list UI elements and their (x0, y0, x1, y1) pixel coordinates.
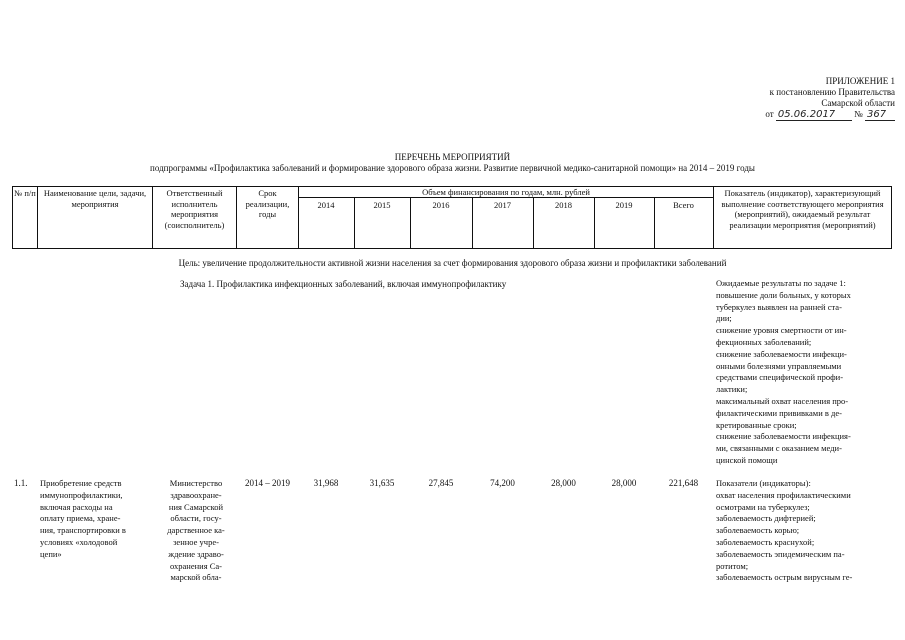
result-line: снижение заболеваемости инфекция- (716, 431, 851, 442)
header-year-2014: 2014 (317, 200, 335, 210)
result-line: средствами специфической профи- (716, 372, 844, 383)
indicator-line: Показатели (индикаторы): (716, 478, 811, 488)
date-prefix: от (765, 109, 774, 119)
task-results (716, 278, 892, 467)
handwritten-number: 367 (865, 109, 895, 121)
row-executor-line: ния Самарской (168, 501, 224, 512)
header-year-2015: 2015 (373, 200, 391, 210)
appendix-title: ПРИЛОЖЕНИЕ 1 (825, 76, 895, 86)
result-line: повышение доли больных, у которых (716, 289, 851, 300)
value-2015: 31,635 (369, 478, 395, 488)
col-divider (152, 186, 153, 249)
indicator-line: охват населения профилактическими (716, 489, 851, 500)
result-line: снижение уровня смертности от ин- (716, 325, 847, 336)
row-executor-line: ждение здраво- (168, 548, 224, 559)
result-line: фекционных заболеваний; (716, 336, 812, 347)
result-line: лактики; (716, 384, 748, 395)
row-executor (157, 478, 235, 584)
document-subtitle: подпрограммы «Профилактика заболеваний и формирование здорового образа жизни. Развитие первичной медико-санитарной помощи» на 2014 – 2019 годы (150, 163, 755, 173)
indicator-line: заболеваемость острым вирусным ге- (716, 572, 853, 583)
value-2019: 28,000 (611, 478, 637, 488)
row-indicators (716, 478, 892, 584)
header-year-2018: 2018 (555, 200, 572, 210)
row-executor-line: области, госу- (170, 513, 222, 524)
row-executor-line: охранения Са- (169, 560, 223, 571)
indicator-line: заболеваемость краснухой; (716, 536, 815, 547)
result-line: онными болезнями управляемыми (716, 360, 842, 371)
row-number: 1.1. (14, 478, 28, 488)
row-name-line: оплату приема, хране- (40, 513, 121, 524)
table-left-border (12, 186, 13, 249)
row-term: 2014 – 2019 (245, 478, 290, 488)
task-line: Задача 1. Профилактика инфекционных заболеваний, включая иммунопрофилактику (180, 279, 507, 289)
row-name-line: условиях «холодовой (40, 536, 118, 547)
row-name (40, 478, 150, 561)
col-divider (37, 186, 38, 249)
col-divider (236, 186, 237, 249)
row-executor-line: дарственное ка- (167, 525, 225, 536)
header-year-2017: 2017 (494, 200, 511, 210)
indicator-line: осмотрами на туберкулез; (716, 501, 810, 512)
table-header-bottom-border (12, 248, 892, 249)
row-executor-line: Министерство (169, 478, 223, 488)
value-2016: 27,845 (428, 478, 454, 488)
row-executor-line: здравоохране- (170, 489, 222, 500)
row-name-line: Приобретение средств (40, 478, 122, 488)
result-line: туберкулез выявлен на ранней ста- (716, 301, 842, 312)
result-line: филактическими прививками в де- (716, 407, 842, 418)
header-col-number: № п/п (14, 188, 36, 198)
value-2017: 74,200 (490, 478, 515, 488)
row-name-line: ния, транспортировки в (40, 525, 126, 536)
result-line: цинской помощи (716, 454, 778, 465)
header-col-name: Наименование цели, задачи, мероприятия (43, 188, 147, 209)
header-col-executor: Ответственный исполнитель мероприятия (соисполнитель) (164, 188, 225, 230)
appendix-date-line (700, 109, 895, 121)
value-2018: 28,000 (551, 478, 576, 488)
indicator-line: заболеваемость корью; (716, 525, 800, 536)
col-divider (713, 186, 714, 249)
goal-line: Цель: увеличение продолжительности активной жизни населения за счет формирования здорового образа жизни и профилактики заболеваний (178, 258, 727, 268)
indicator-line: заболеваемость эпидемическим па- (716, 548, 845, 559)
value-2014: 31,968 (313, 478, 339, 488)
appendix-line-3: Самарской области (821, 98, 895, 108)
value-total: 221,648 (668, 478, 699, 488)
row-name-line: включая расходы на (40, 501, 113, 512)
result-line: дии; (716, 313, 732, 324)
header-total: Всего (673, 200, 694, 210)
header-col-finance: Объем финансирования по годам, млн. рублей (422, 187, 590, 197)
result-line: кретированные сроки; (716, 419, 797, 430)
handwritten-date: 05.06.2017 (776, 109, 852, 121)
row-name-line: цепи» (40, 548, 62, 559)
result-line: снижение заболеваемости инфекци- (716, 348, 847, 359)
indicator-line: заболеваемость дифтерией; (716, 513, 816, 524)
header-col-term: Срок реализации, годы (245, 188, 290, 219)
appendix-line-2: к постановлению Правительства (769, 87, 895, 97)
row-executor-line: зенное учре- (173, 536, 219, 547)
table-right-border (891, 186, 892, 249)
appendix-block (700, 76, 895, 121)
number-prefix: № (854, 109, 863, 119)
result-line: максимальный охват населения про- (716, 395, 849, 406)
result-line: Ожидаемые результаты по задаче 1: (716, 278, 846, 288)
header-col-indicator: Показатель (индикатор), характеризующий выполнение соответствующего мероприятия (мероприятий), ожидаемый результат реализации мероприятия (мероприятий) (721, 188, 884, 230)
result-line: ми, связанными с оказанием меди- (716, 443, 842, 454)
row-executor-line: марской обла- (170, 572, 222, 583)
header-year-2016: 2016 (432, 200, 450, 210)
indicator-line: ротитом; (716, 560, 749, 571)
col-divider (298, 186, 299, 249)
header-year-2019: 2019 (615, 200, 633, 210)
document-title: ПЕРЕЧЕНЬ МЕРОПРИЯТИЙ (394, 152, 511, 162)
row-name-line: иммунопрофилактики, (40, 489, 123, 500)
